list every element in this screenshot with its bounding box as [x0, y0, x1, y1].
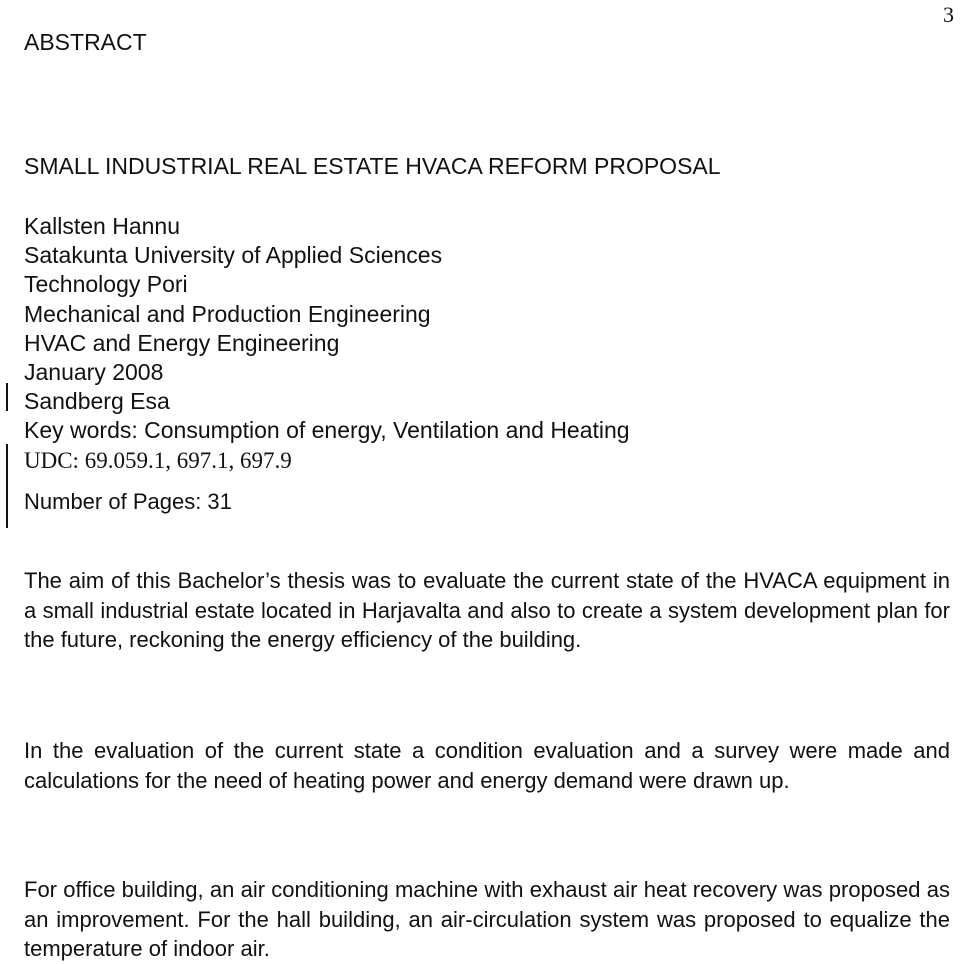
change-bar [6, 444, 8, 528]
university-name: Satakunta University of Applied Sciences [24, 242, 443, 269]
abstract-paragraph: For office building, an air conditioning machine with exhaust air heat recovery was proposed as an improvement. For the hall building, an air-circulation system was proposed to equalize the temperature of indoor air. [24, 877, 950, 961]
page-count: Number of Pages: 31 [24, 489, 232, 514]
supervisor-name: Sandberg Esa [24, 388, 170, 415]
specialization: HVAC and Energy Engineering [24, 329, 340, 356]
publication-date: January 2008 [24, 359, 164, 386]
unit-name: Technology Pori [24, 271, 188, 298]
author-name: Kallsten Hannu [24, 213, 180, 239]
change-bar [6, 383, 8, 411]
abstract-paragraph: In the evaluation of the current state a condition evaluation and a survey were made and calculations for the need of heating power and energy demand were drawn up. [24, 738, 950, 793]
thesis-title: SMALL INDUSTRIAL REAL ESTATE HVACA REFORM PROPOSAL [24, 153, 721, 179]
metadata-block [24, 212, 630, 475]
abstract-heading: ABSTRACT [24, 29, 147, 55]
keywords: Key words: Consumption of energy, Ventilation and Heating [24, 417, 630, 444]
degree-programme: Mechanical and Production Engineering [24, 300, 431, 327]
page-number: 3 [943, 2, 954, 27]
udc-code: UDC: 69.059.1, 697.1, 697.9 [24, 447, 292, 473]
abstract-paragraph: The aim of this Bachelor’s thesis was to evaluate the current state of the HVACA equipment in a small industrial estate located in Harjavalta and also to create a system development plan for the future, reckoning the energy efficiency of the building. [24, 568, 950, 652]
